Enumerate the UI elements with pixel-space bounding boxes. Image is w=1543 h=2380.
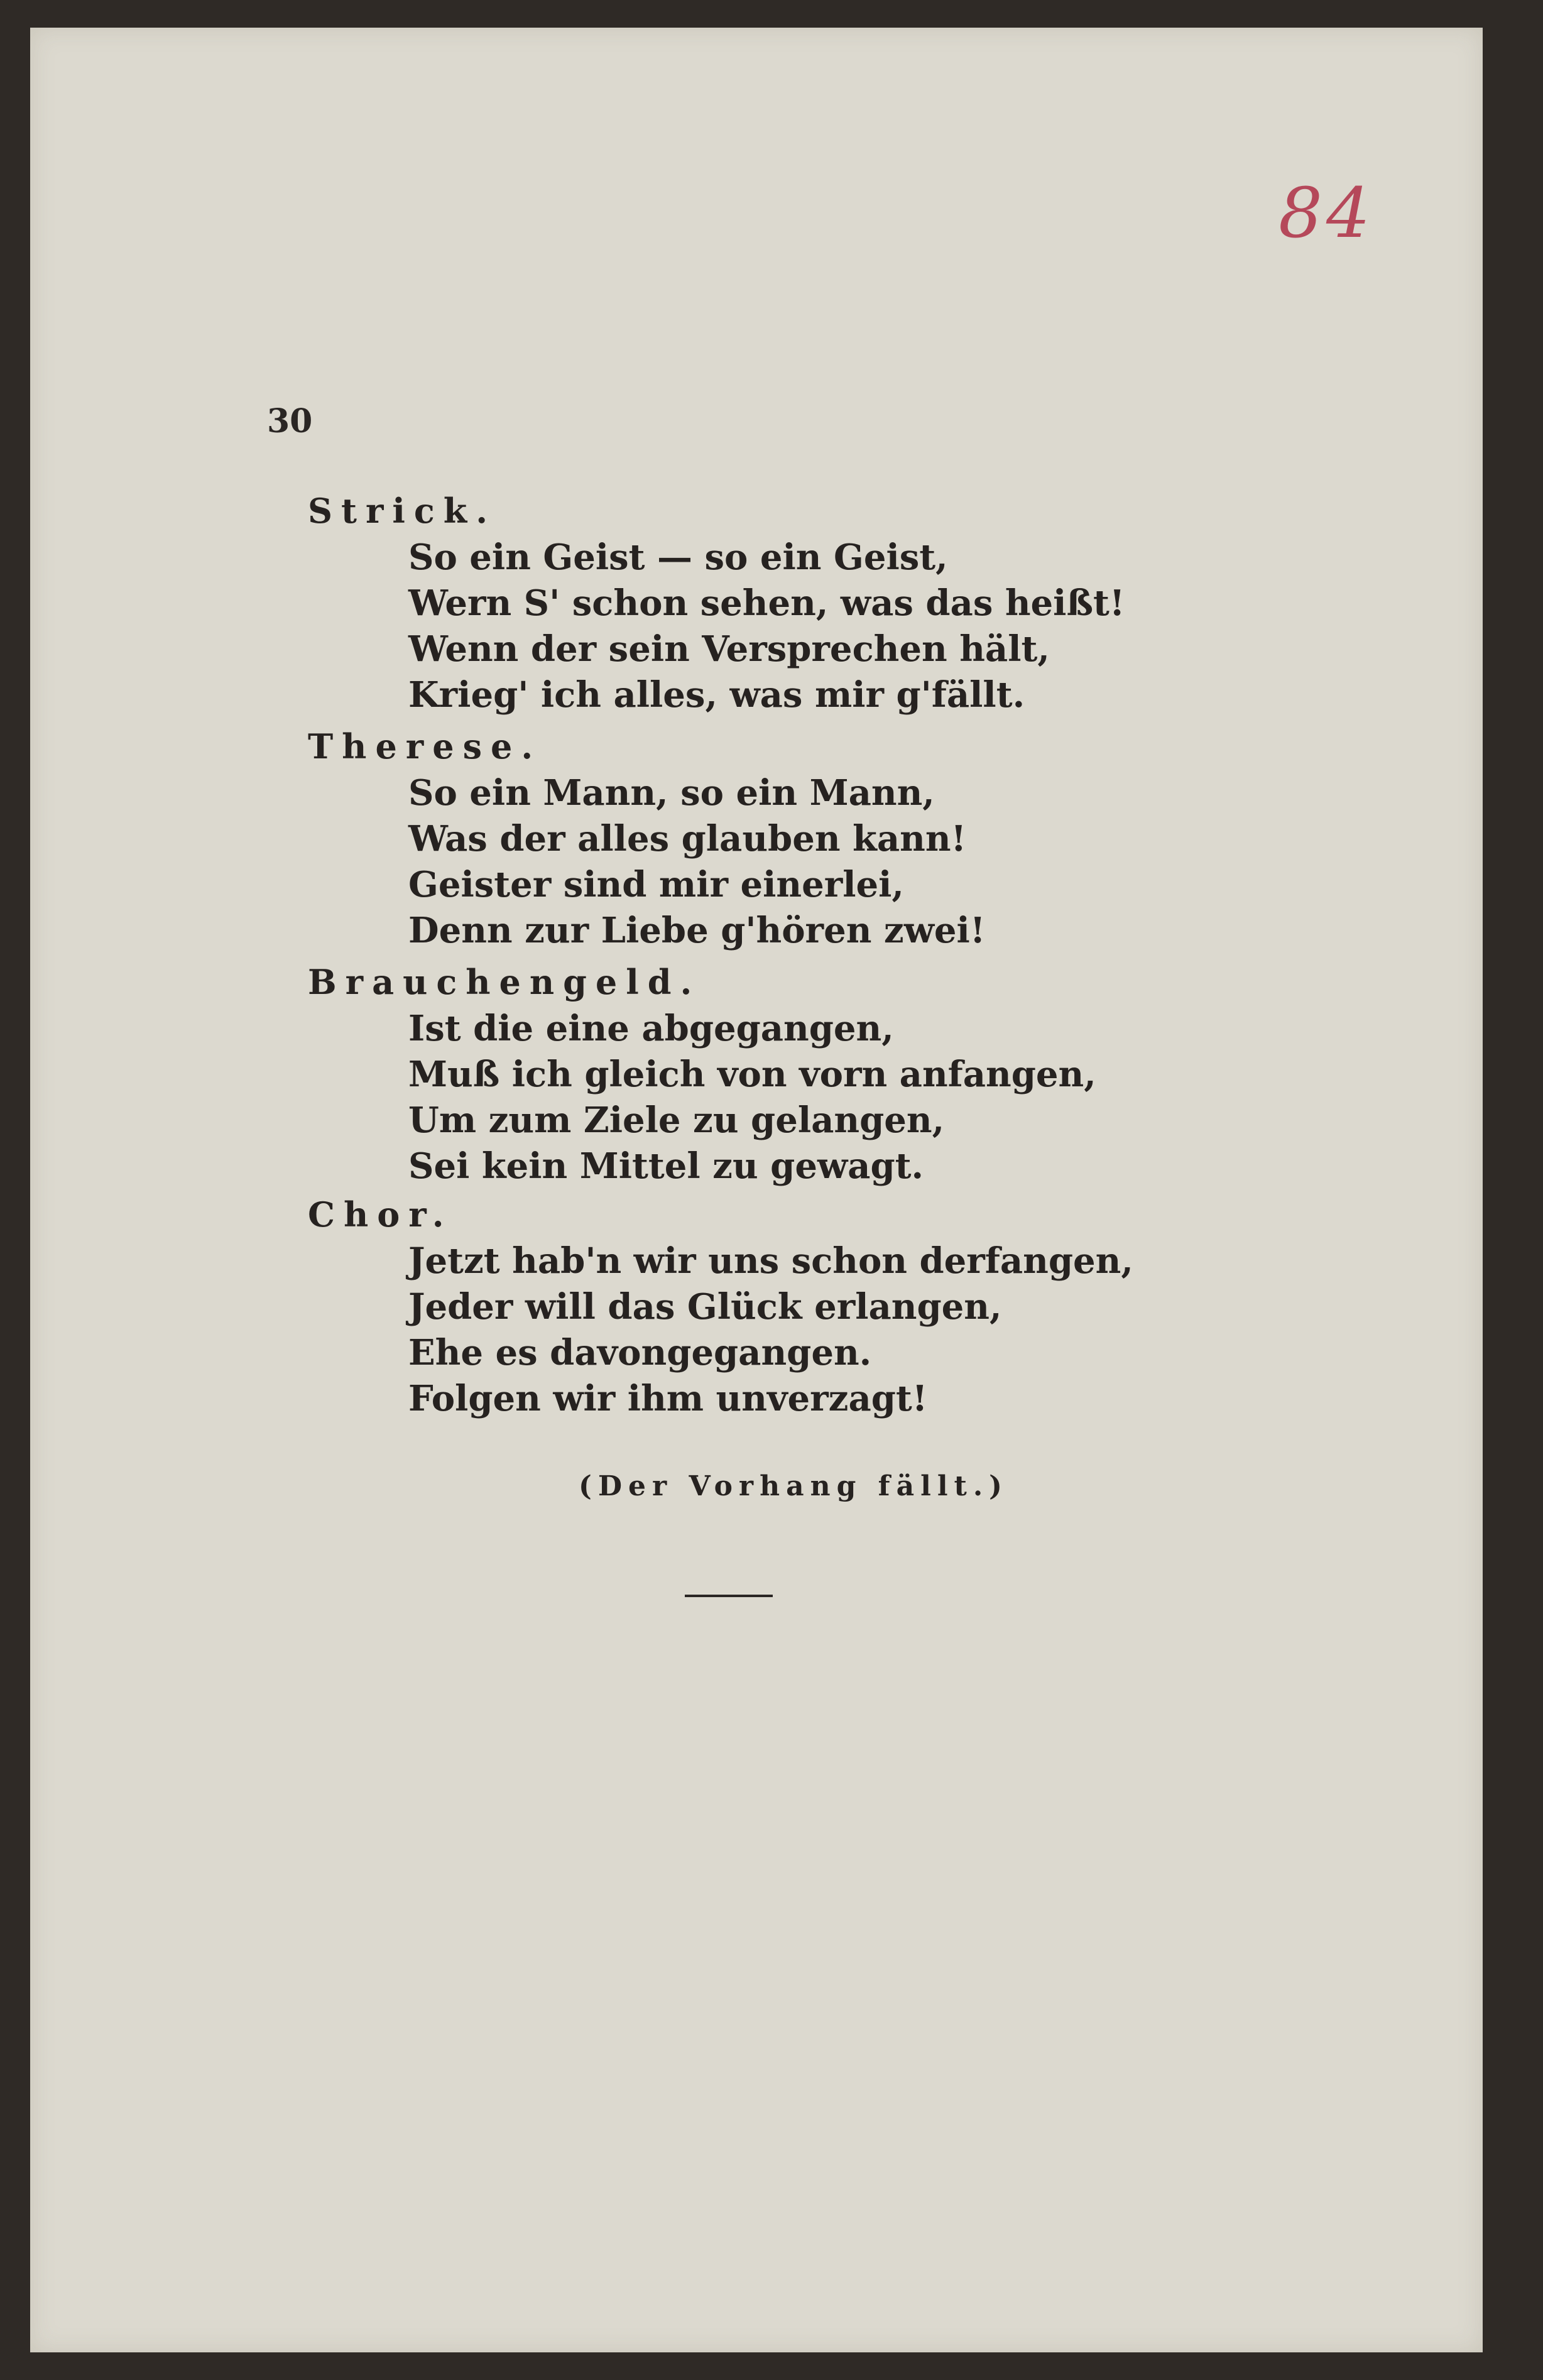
page-number: 30 <box>267 402 313 440</box>
verse-line: Jetzt hab'n wir uns schon derfangen, <box>408 1240 1133 1282</box>
verse-line: Folgen wir ihm unverzagt! <box>408 1378 928 1419</box>
end-rule-divider <box>685 1595 773 1597</box>
verse-line: Ist die eine abgegangen, <box>408 1008 894 1049</box>
speaker-name: Strick. <box>308 491 496 531</box>
verse-block <box>308 770 1376 954</box>
verse-line: Wenn der sein Versprechen hält, <box>408 628 1050 670</box>
verse-line: Jeder will das Glück erlangen, <box>408 1286 1002 1328</box>
speech-strick <box>308 487 1376 718</box>
verse-block <box>308 1238 1376 1422</box>
verse-line: So ein Mann, so ein Mann, <box>408 772 935 814</box>
speech-chor <box>308 1191 1376 1422</box>
speech-brauchengeld <box>308 958 1376 1189</box>
verse-line: Geister sind mir einerlei, <box>408 864 904 905</box>
verse-line: Sei kein Mittel zu gewagt. <box>408 1145 924 1187</box>
verse-line: Muß ich gleich von vorn anfangen, <box>408 1054 1096 1095</box>
verse-line: Denn zur Liebe g'hören zwei! <box>408 910 986 951</box>
paper-sheet <box>30 28 1483 2352</box>
verse-block <box>308 535 1376 718</box>
speaker-name: Therese. <box>308 726 542 767</box>
speaker-name: Brauchengeld. <box>308 962 701 1002</box>
verse-line: So ein Geist — so ein Geist, <box>408 537 948 578</box>
verse-line: Was der alles glauben kann! <box>408 818 967 860</box>
verse-block <box>308 1006 1376 1189</box>
speech-therese <box>308 723 1376 954</box>
verse-line: Krieg' ich alles, was mir g'fällt. <box>408 674 1025 716</box>
speaker-name: Chor. <box>308 1194 453 1235</box>
verse-line: Wern S' schon sehen, was das heißt! <box>408 582 1125 624</box>
verse-line: Um zum Ziele zu gelangen, <box>408 1100 945 1141</box>
stage-direction: (Der Vorhang fällt.) <box>579 1470 1008 1502</box>
verse-line: Ehe es davongegangen. <box>408 1332 872 1373</box>
handwritten-folio-number: 84 <box>1279 173 1374 253</box>
